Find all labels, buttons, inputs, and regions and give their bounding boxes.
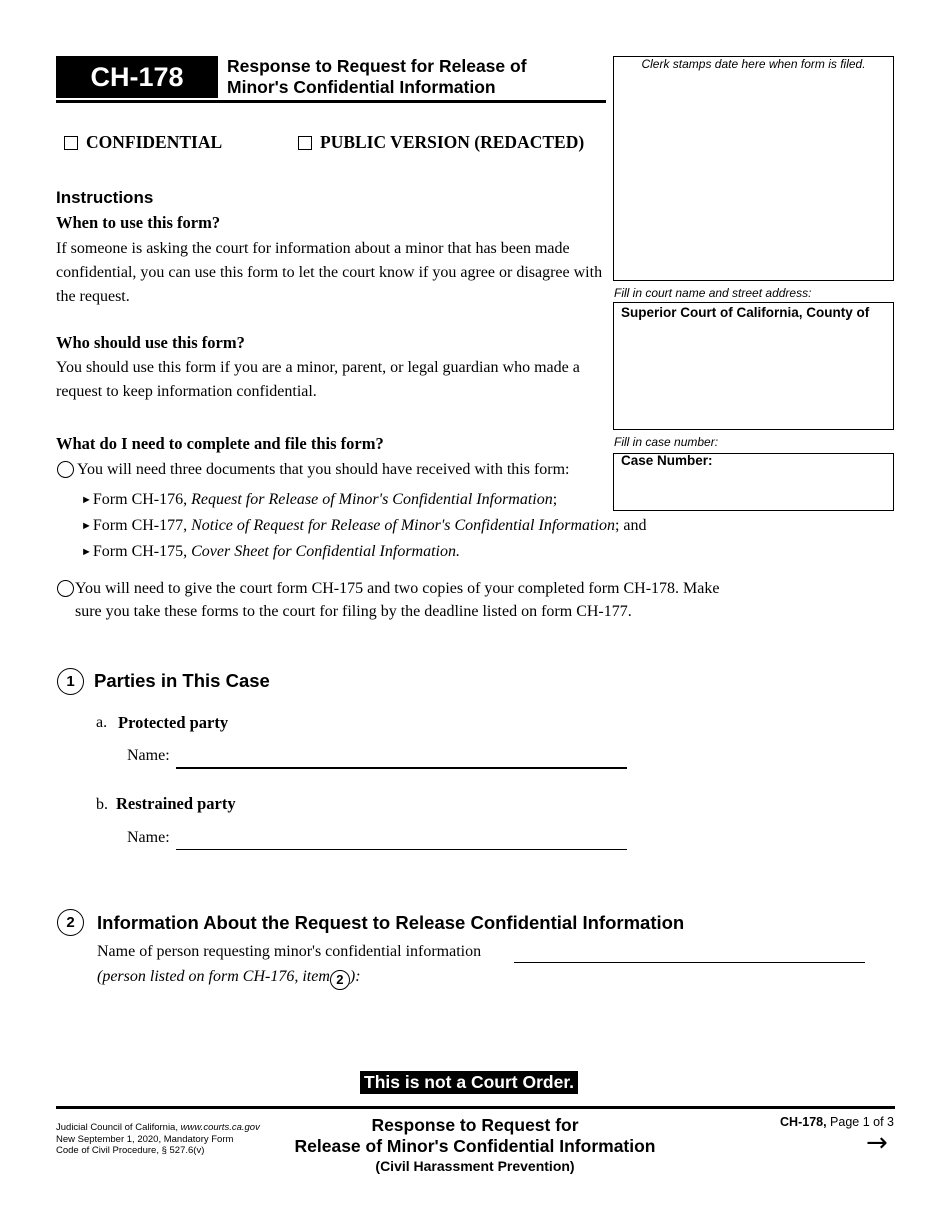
requester-note	[97, 965, 361, 990]
doc-item	[81, 516, 647, 536]
requester-name-underline	[514, 962, 865, 963]
clerk-stamp-note: Clerk stamps date here when form is filed.	[641, 57, 866, 71]
doc-title: Request for Release of Minor's Confidential Information	[191, 491, 553, 508]
public-version-label: PUBLIC VERSION (REDACTED)	[320, 132, 585, 152]
form-title: Response to Request for Release of Minor's Confidential Information	[227, 56, 527, 97]
triangle-bullet-icon: ►	[81, 520, 92, 532]
right-arrow-icon: →	[866, 1128, 888, 1158]
confidential-label: CONFIDENTIAL	[86, 132, 223, 152]
case-number-label: Fill in case number:	[614, 435, 719, 449]
footer-divider	[56, 1106, 895, 1109]
protected-name-field[interactable]	[176, 748, 627, 768]
requester-name-field[interactable]	[514, 942, 865, 962]
doc-suffix: ; and	[614, 517, 647, 534]
footer-title-line-2: Release of Minor's Confidential Information	[294, 1136, 656, 1156]
form-id-badge	[56, 56, 218, 98]
court-address-label: Fill in court name and street address:	[614, 286, 812, 300]
page-indicator	[780, 1115, 894, 1129]
step-2-line-1: You will need to give the court form CH-175 and two copies of your completed form CH-178. Make	[75, 580, 720, 597]
requester-note-end: ):	[349, 968, 361, 985]
doc-form: Form CH-176,	[92, 491, 192, 508]
triangle-bullet-icon: ►	[81, 546, 92, 558]
doc-form: Form CH-177,	[92, 517, 192, 534]
when-text: If someone is asking the court for information about a minor that has been made confidential, you can use this form to let the court know if you agree or disagree with the request.	[56, 240, 603, 305]
triangle-bullet-icon: ►	[81, 494, 92, 506]
case-number-prefill: Case Number:	[621, 453, 713, 468]
who-heading: Who should use this form?	[56, 333, 245, 352]
footer-subtitle: (Civil Harassment Prevention)	[375, 1158, 575, 1174]
footer-title-line-1: Response to Request for	[371, 1115, 579, 1135]
footer-form-id: CH-178,	[780, 1115, 827, 1129]
footer-form-status: New September 1, 2020, Mandatory Form	[56, 1133, 234, 1145]
what-heading: What do I need to complete and file this form?	[56, 434, 384, 453]
confidential-checkbox[interactable]	[64, 136, 78, 150]
doc-form: Form CH-175,	[92, 543, 192, 560]
section-2-number: 2	[57, 909, 84, 936]
protected-name-label: Name:	[127, 747, 170, 764]
when-heading: When to use this form?	[56, 213, 221, 232]
who-text: You should use this form if you are a minor, parent, or legal guardian who made a request to keep information confidential.	[56, 359, 580, 400]
not-court-order-notice: This is not a Court Order.	[360, 1071, 578, 1094]
section-1-number: 1	[57, 668, 84, 695]
page-number: Page 1 of 3	[826, 1115, 894, 1129]
section-1-title: Parties in This Case	[94, 670, 270, 691]
requester-label: Name of person requesting minor's confidential information	[97, 943, 482, 960]
footer-form-title	[250, 1115, 700, 1176]
step-2-line-2: sure you take these forms to the court for filing by the deadline listed on form CH-177.	[75, 603, 632, 620]
step-circle-icon	[57, 461, 74, 478]
step-circle-icon	[57, 580, 74, 597]
footer-legal-info	[56, 1122, 260, 1157]
doc-title: Notice of Request for Release of Minor's Confidential Information	[191, 517, 615, 534]
section-2-title: Information About the Request to Release Confidential Information	[97, 912, 685, 933]
item-2-reference: 2	[330, 970, 350, 990]
doc-suffix: ;	[552, 491, 558, 508]
requester-note-text: (person listed on form CH-176, item	[97, 968, 330, 985]
footer-council: Judicial Council of California,	[56, 1122, 181, 1133]
restrained-name-field[interactable]	[176, 830, 627, 850]
protected-party-heading: Protected party	[118, 713, 229, 732]
step-1-text: You will need three documents that you should have received with this form:	[77, 461, 570, 478]
restrained-party-letter: b.	[96, 796, 108, 813]
restrained-name-underline	[176, 849, 627, 850]
doc-title: Cover Sheet for Confidential Information.	[191, 543, 460, 560]
restrained-name-label: Name:	[127, 829, 170, 846]
form-id: CH-178	[90, 61, 184, 92]
footer-website: www.courts.ca.gov	[180, 1122, 260, 1133]
court-address-field[interactable]	[613, 302, 894, 430]
public-version-checkbox[interactable]	[298, 136, 312, 150]
footer-code-section: Code of Civil Procedure, § 527.6(v)	[56, 1145, 205, 1156]
clerk-stamp-box	[613, 56, 894, 281]
court-name-prefill: Superior Court of California, County of	[621, 305, 870, 320]
doc-item	[81, 542, 460, 562]
protected-name-underline	[176, 767, 627, 769]
doc-item	[81, 490, 557, 510]
protected-party-letter: a.	[96, 714, 108, 731]
header-divider	[56, 100, 606, 103]
instructions-heading: Instructions	[56, 188, 154, 207]
restrained-party-heading: Restrained party	[116, 794, 236, 813]
